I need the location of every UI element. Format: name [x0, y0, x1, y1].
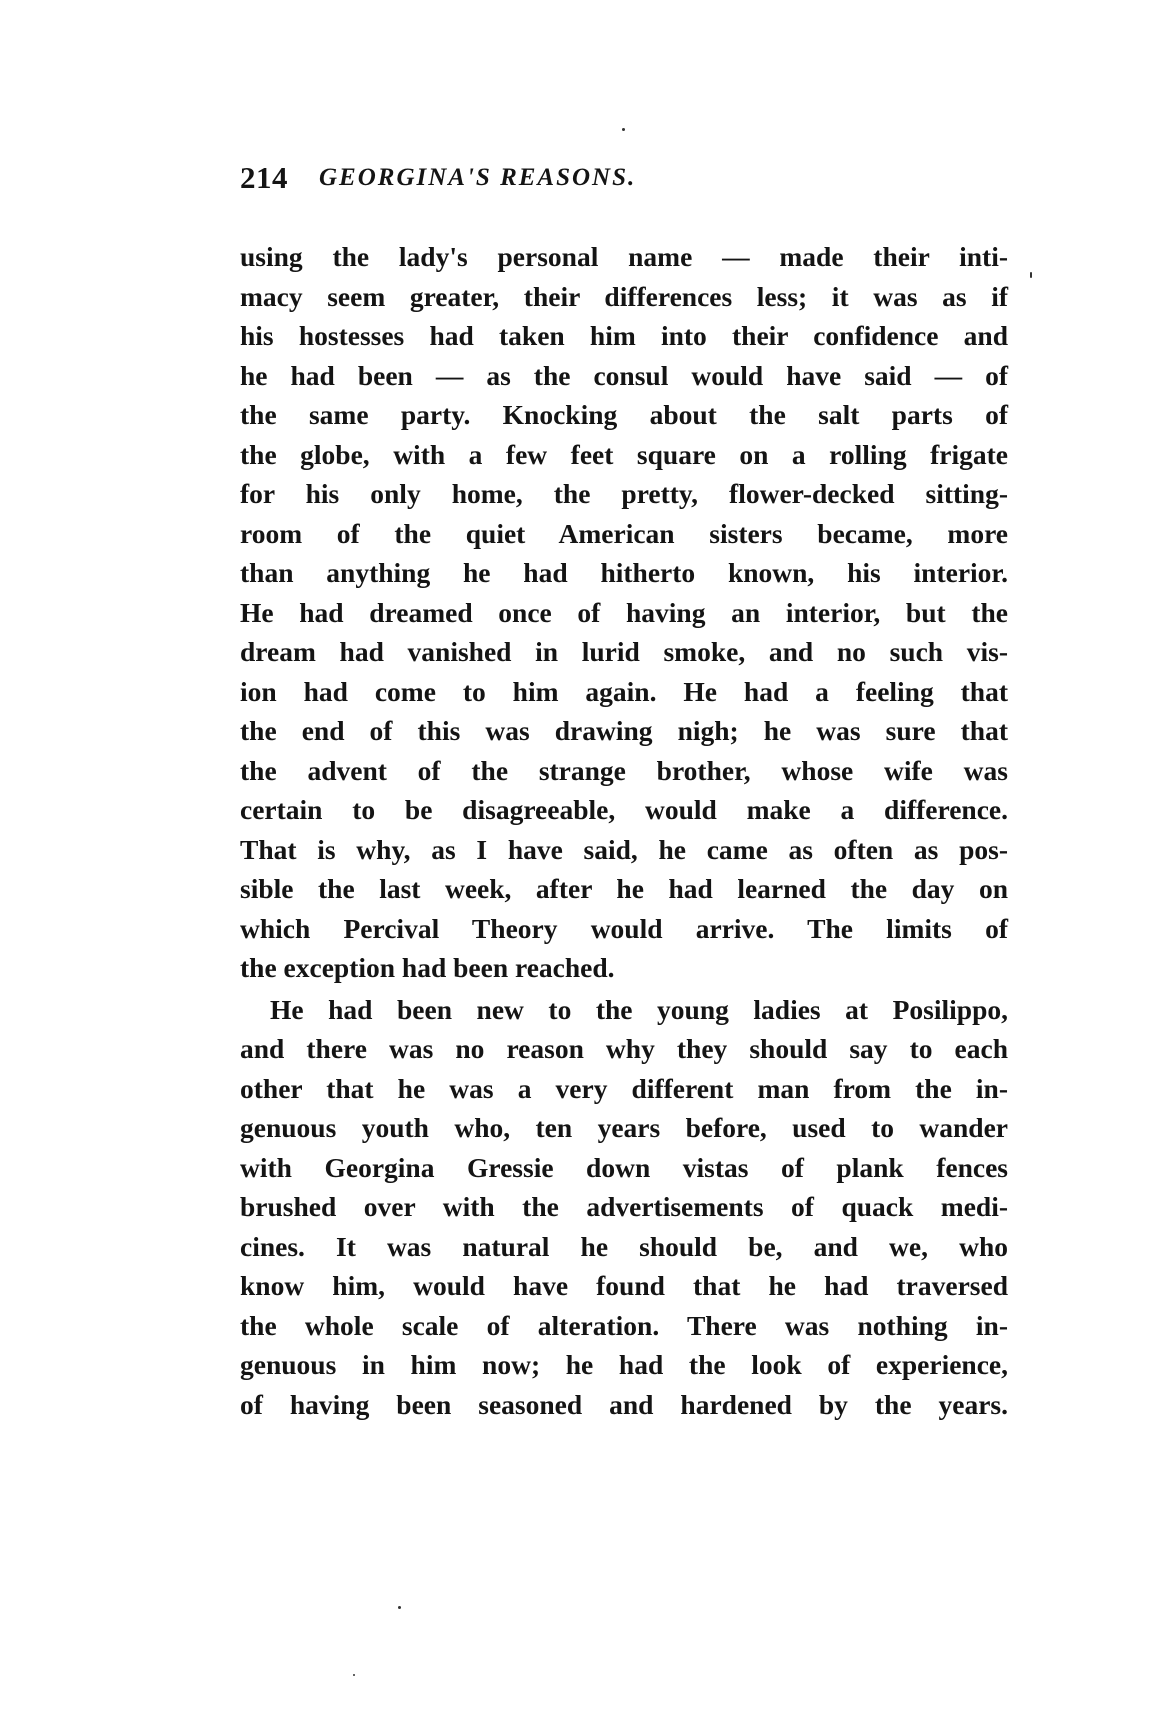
paragraph — [240, 990, 1008, 1425]
paragraph — [240, 237, 1008, 988]
running-header — [240, 160, 1030, 204]
text-line: brushed over with the advertisements of quack medi- — [240, 1191, 1008, 1222]
page-number: 214 — [240, 160, 288, 195]
print-speck-top — [622, 128, 625, 131]
running-title: GEORGINA'S REASONS. — [319, 164, 637, 191]
text-line: other that he was a very different man from the in- — [240, 1072, 1008, 1104]
body-text — [240, 237, 1008, 1424]
text-line: the whole scale of alteration. There was nothing in- — [240, 1309, 1008, 1341]
text-line: for his only home, the pretty, flower-decked sitting- — [240, 478, 1008, 509]
text-line: the advent of the strange brother, whose wife was — [240, 754, 1008, 786]
print-speck-bottom-1 — [398, 1606, 401, 1609]
text-line: know him, would have found that he had traversed — [240, 1270, 1008, 1301]
text-line: sible the last week, after he had learned the day on — [240, 873, 1008, 904]
text-line: his hostesses had taken him into their confidence and — [240, 320, 1008, 351]
text-line: and there was no reason why they should say to each — [240, 1033, 1008, 1064]
print-speck-bottom-2 — [353, 1674, 355, 1676]
text-line: ion had come to him again. He had a feeling that — [240, 675, 1008, 707]
text-line: room of the quiet American sisters became, more — [240, 517, 1008, 549]
text-line: of having been seasoned and hardened by the years. — [240, 1388, 1008, 1420]
text-line: the same party. Knocking about the salt parts of — [240, 399, 1008, 430]
text-line: than anything he had hitherto known, his interior. — [240, 557, 1008, 588]
text-line: genuous in him now; he had the look of experience, — [240, 1349, 1008, 1380]
text-line: the end of this was drawing nigh; he was sure that — [240, 715, 1008, 746]
text-line: That is why, as I have said, he came as often as pos- — [240, 833, 1008, 865]
text-line: dream had vanished in lurid smoke, and no such vis- — [240, 636, 1008, 667]
text-line: He had dreamed once of having an interior, but the — [240, 596, 1008, 628]
text-line: which Percival Theory would arrive. The limits of — [240, 912, 1008, 944]
text-line: macy seem greater, their differences less; it was as if — [240, 280, 1008, 312]
text-line: he had been — as the consul would have said — of — [240, 359, 1008, 391]
text-line: cines. It was natural he should be, and we, who — [240, 1230, 1008, 1262]
text-line: with Georgina Gressie down vistas of plank fences — [240, 1151, 1008, 1183]
text-line: He had been new to the young ladies at Posilippo, — [270, 993, 1008, 1025]
text-line: the globe, with a few feet square on a rolling frigate — [240, 438, 1008, 470]
text-line: using the lady's personal name — made their inti- — [240, 241, 1008, 272]
text-line: certain to be disagreeable, would make a difference. — [240, 794, 1008, 825]
print-speck-margin — [1030, 272, 1032, 278]
text-line: the exception had been reached. — [240, 952, 615, 983]
text-line: genuous youth who, ten years before, used to wander — [240, 1112, 1008, 1143]
